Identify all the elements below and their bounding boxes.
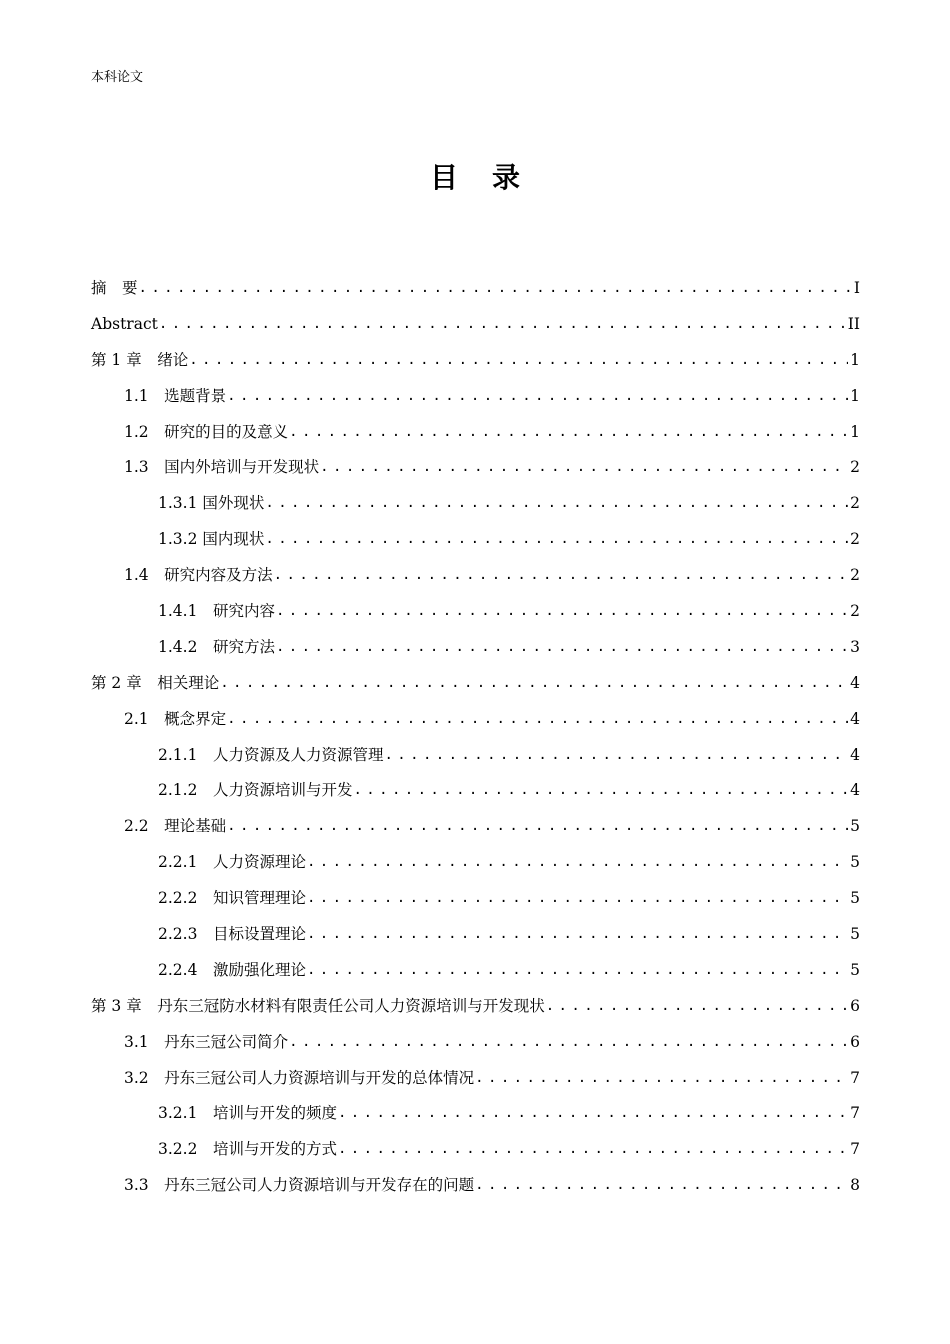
toc-entry[interactable] bbox=[91, 1167, 860, 1203]
toc-entry-label: 第 2 章 相关理论 bbox=[91, 673, 220, 692]
toc-entry-label: 2.1.1 人力资源及人力资源管理 bbox=[158, 745, 384, 764]
toc-entry-label: 1.2 研究的目的及意义 bbox=[124, 422, 289, 441]
dot-leader bbox=[338, 1103, 848, 1123]
dot-leader bbox=[475, 1068, 848, 1088]
toc-entry-label: 3.2.1 培训与开发的频度 bbox=[158, 1104, 337, 1123]
toc-entry[interactable] bbox=[91, 306, 860, 342]
toc-entry-page-number: 5 bbox=[850, 960, 860, 979]
toc-entry[interactable] bbox=[91, 1131, 860, 1167]
toc-entry[interactable] bbox=[91, 701, 860, 737]
toc-entry-page-number: 2 bbox=[850, 566, 860, 585]
toc-entry-page-number: 5 bbox=[850, 889, 860, 908]
toc-entry[interactable] bbox=[91, 378, 860, 414]
toc-entry-page-number: 2 bbox=[850, 601, 860, 620]
toc-entry-label: 1.1 选题背景 bbox=[124, 386, 227, 405]
dot-leader bbox=[276, 601, 848, 621]
toc-entry-page-number: 7 bbox=[850, 1068, 860, 1087]
dot-leader bbox=[276, 637, 848, 657]
toc-entry-page-number: 6 bbox=[850, 1032, 860, 1051]
dot-leader bbox=[139, 278, 852, 298]
toc-entry-label: 3.2.2 培训与开发的方式 bbox=[158, 1140, 337, 1159]
toc-entry-page-number: 7 bbox=[850, 1104, 860, 1123]
toc-entry-label: 2.2.4 激励强化理论 bbox=[158, 960, 306, 979]
dot-leader bbox=[307, 960, 848, 980]
toc-entry[interactable] bbox=[91, 880, 860, 916]
toc-entry[interactable] bbox=[91, 270, 860, 306]
toc-entry-page-number: 1 bbox=[850, 350, 860, 369]
toc-entry-page-number: 3 bbox=[850, 637, 860, 656]
toc-entry[interactable] bbox=[91, 593, 860, 629]
toc-entry[interactable] bbox=[91, 808, 860, 844]
toc-entry-label: 1.4.2 研究方法 bbox=[158, 637, 275, 656]
toc-entry[interactable] bbox=[91, 1095, 860, 1131]
toc-entry-page-number: 4 bbox=[850, 781, 860, 800]
toc-entry-label: 2.2.2 知识管理理论 bbox=[158, 889, 306, 908]
toc-entry[interactable] bbox=[91, 844, 860, 880]
toc-entry[interactable] bbox=[91, 414, 860, 450]
toc-entry-page-number: 2 bbox=[850, 458, 860, 477]
dot-leader bbox=[289, 422, 848, 442]
toc-entry-page-number: 5 bbox=[850, 853, 860, 872]
toc-entry[interactable] bbox=[91, 629, 860, 665]
toc-entry-label: Abstract bbox=[91, 314, 158, 333]
toc-entry-page-number: 8 bbox=[850, 1176, 860, 1195]
toc-entry-page-number: II bbox=[847, 314, 860, 333]
toc-entry-page-number: 5 bbox=[850, 817, 860, 836]
toc-entry-label: 1.3.1 国外现状 bbox=[158, 494, 265, 513]
toc-entry-label: 2.2.3 目标设置理论 bbox=[158, 924, 306, 943]
toc-title: 目录 bbox=[429, 161, 554, 194]
toc-entry-page-number: 6 bbox=[850, 996, 860, 1015]
dot-leader bbox=[274, 565, 848, 585]
toc-entry-page-number: 4 bbox=[850, 673, 860, 692]
dot-leader bbox=[353, 780, 848, 800]
dot-leader bbox=[307, 852, 848, 872]
dot-leader bbox=[546, 996, 848, 1016]
toc-entry[interactable] bbox=[91, 665, 860, 701]
toc-entry-label: 1.4.1 研究内容 bbox=[158, 601, 275, 620]
toc-entry-page-number: 4 bbox=[850, 745, 860, 764]
toc-entry-page-number: 7 bbox=[850, 1140, 860, 1159]
toc-entry-label: 1.3 国内外培训与开发现状 bbox=[124, 458, 320, 477]
toc-entry-label: 2.2 理论基础 bbox=[124, 817, 227, 836]
toc-entry-label: 2.1.2 人力资源培训与开发 bbox=[158, 781, 353, 800]
toc-entry[interactable] bbox=[91, 772, 860, 808]
dot-leader bbox=[265, 493, 848, 513]
dot-leader bbox=[338, 1139, 848, 1159]
toc-entry-page-number: 2 bbox=[850, 494, 860, 513]
dot-leader bbox=[159, 314, 846, 334]
toc-entry-label: 1.3.2 国内现状 bbox=[158, 530, 265, 549]
dot-leader bbox=[227, 816, 848, 836]
toc-entry[interactable] bbox=[91, 988, 860, 1024]
toc-entry[interactable] bbox=[91, 485, 860, 521]
dot-leader bbox=[289, 1032, 848, 1052]
toc-entry[interactable] bbox=[91, 916, 860, 952]
toc-entry-page-number: 1 bbox=[850, 386, 860, 405]
dot-leader bbox=[384, 745, 848, 765]
toc-entry-page-number: 4 bbox=[850, 709, 860, 728]
toc-entry-label: 3.3 丹东三冠公司人力资源培训与开发存在的问题 bbox=[124, 1176, 475, 1195]
dot-leader bbox=[227, 386, 848, 406]
toc-entry[interactable] bbox=[91, 521, 860, 557]
toc-entry-label: 2.2.1 人力资源理论 bbox=[158, 853, 306, 872]
dot-leader bbox=[265, 529, 848, 549]
toc-entry-label: 3.1 丹东三冠公司简介 bbox=[124, 1032, 289, 1051]
toc-entry[interactable] bbox=[91, 1060, 860, 1096]
running-header: 本科论文 bbox=[91, 70, 144, 85]
dot-leader bbox=[227, 709, 848, 729]
toc-entry-label: 3.2 丹东三冠公司人力资源培训与开发的总体情况 bbox=[124, 1068, 475, 1087]
dot-leader bbox=[307, 924, 848, 944]
toc-entry[interactable] bbox=[91, 737, 860, 773]
toc-entry-label: 摘 要 bbox=[91, 278, 138, 297]
toc-entry-label: 第 3 章 丹东三冠防水材料有限责任公司人力资源培训与开发现状 bbox=[91, 996, 545, 1015]
toc-entry[interactable] bbox=[91, 952, 860, 988]
toc-entry-page-number: 1 bbox=[850, 422, 860, 441]
toc-entry-page-number: 2 bbox=[850, 530, 860, 549]
toc-entry[interactable] bbox=[91, 342, 860, 378]
toc-entry[interactable] bbox=[91, 1024, 860, 1060]
dot-leader bbox=[307, 888, 848, 908]
toc-entry-label: 2.1 概念界定 bbox=[124, 709, 227, 728]
table-of-contents bbox=[91, 270, 860, 1203]
dot-leader bbox=[475, 1175, 848, 1195]
toc-entry[interactable] bbox=[91, 449, 860, 485]
dot-leader bbox=[220, 673, 848, 693]
toc-entry-label: 第 1 章 绪论 bbox=[91, 350, 189, 369]
dot-leader bbox=[189, 350, 848, 370]
toc-entry[interactable] bbox=[91, 557, 860, 593]
toc-entry-page-number: 5 bbox=[850, 924, 860, 943]
toc-entry-page-number: I bbox=[853, 278, 860, 297]
toc-entry-label: 1.4 研究内容及方法 bbox=[124, 566, 273, 585]
dot-leader bbox=[320, 457, 848, 477]
